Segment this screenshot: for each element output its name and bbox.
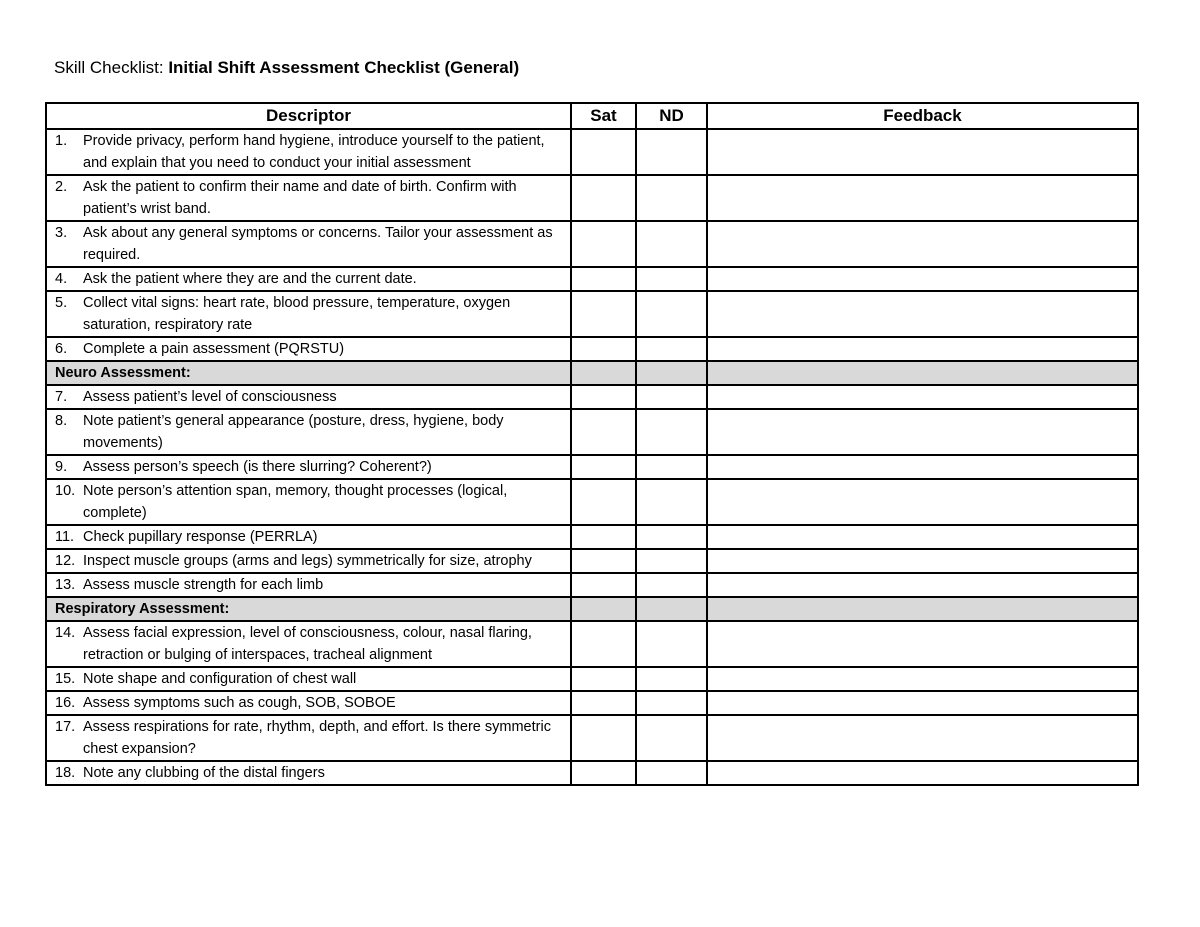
nd-cell[interactable] xyxy=(636,691,707,715)
item-text: Assess person’s speech (is there slurring? Coherent?) xyxy=(83,459,432,475)
item-text: Note shape and configuration of chest wall xyxy=(83,671,357,687)
item-text: Note patient’s general appearance (posture, dress, hygiene, body movements) xyxy=(83,413,504,451)
table-row xyxy=(46,667,1138,691)
table-row xyxy=(46,715,1138,761)
nd-cell xyxy=(636,361,707,385)
descriptor-cell xyxy=(46,549,571,573)
sat-cell[interactable] xyxy=(571,573,636,597)
descriptor-cell xyxy=(46,455,571,479)
page-title xyxy=(54,58,519,78)
nd-cell[interactable] xyxy=(636,337,707,361)
sat-cell[interactable] xyxy=(571,621,636,667)
item-number: 10. xyxy=(55,483,76,499)
item-text: Assess respirations for rate, rhythm, depth, and effort. Is there symmetric chest expansion? xyxy=(83,719,551,757)
item-number: 11. xyxy=(55,529,75,545)
table-row xyxy=(46,221,1138,267)
feedback-cell[interactable] xyxy=(707,573,1138,597)
descriptor-cell xyxy=(46,385,571,409)
sat-cell[interactable] xyxy=(571,337,636,361)
nd-cell[interactable] xyxy=(636,291,707,337)
table-row xyxy=(46,267,1138,291)
item-number: 8. xyxy=(55,413,68,429)
nd-cell[interactable] xyxy=(636,667,707,691)
item-text: Assess symptoms such as cough, SOB, SOBOE xyxy=(83,695,396,711)
sat-cell[interactable] xyxy=(571,761,636,785)
sat-cell xyxy=(571,361,636,385)
item-number: 6. xyxy=(55,341,68,357)
item-number: 15. xyxy=(55,671,76,687)
descriptor-cell xyxy=(46,621,571,667)
descriptor-cell xyxy=(46,479,571,525)
table-row xyxy=(46,573,1138,597)
nd-cell[interactable] xyxy=(636,573,707,597)
table-row xyxy=(46,337,1138,361)
item-text: Inspect muscle groups (arms and legs) symmetrically for size, atrophy xyxy=(83,553,532,569)
table-row xyxy=(46,621,1138,667)
item-number: 9. xyxy=(55,459,68,475)
descriptor-cell xyxy=(46,291,571,337)
item-number: 17. xyxy=(55,719,76,735)
title-prefix: Skill Checklist: xyxy=(54,58,164,77)
sat-cell[interactable] xyxy=(571,691,636,715)
descriptor-cell xyxy=(46,525,571,549)
feedback-cell xyxy=(707,361,1138,385)
nd-cell[interactable] xyxy=(636,221,707,267)
item-text: Note person’s attention span, memory, thought processes (logical, complete) xyxy=(83,483,508,521)
item-number: 16. xyxy=(55,695,76,711)
header-row xyxy=(46,103,1138,129)
title-main: Initial Shift Assessment Checklist (General) xyxy=(168,58,520,77)
item-number: 1. xyxy=(55,133,68,149)
sat-cell[interactable] xyxy=(571,291,636,337)
item-text: Complete a pain assessment (PQRSTU) xyxy=(83,341,345,357)
item-number: 18. xyxy=(55,765,76,781)
item-text: Provide privacy, perform hand hygiene, introduce yourself to the patient, and explain that you need to conduct your initial assessment xyxy=(83,133,545,171)
descriptor-cell xyxy=(46,409,571,455)
feedback-cell[interactable] xyxy=(707,129,1138,175)
item-number: 13. xyxy=(55,577,76,593)
feedback-header: Feedback xyxy=(707,103,1138,129)
section-row xyxy=(46,361,1138,385)
item-number: 7. xyxy=(55,389,68,405)
table-row xyxy=(46,385,1138,409)
feedback-cell[interactable] xyxy=(707,221,1138,267)
feedback-cell[interactable] xyxy=(707,691,1138,715)
descriptor-cell xyxy=(46,337,571,361)
feedback-cell[interactable] xyxy=(707,715,1138,761)
sat-cell[interactable] xyxy=(571,385,636,409)
table-row xyxy=(46,549,1138,573)
sat-cell[interactable] xyxy=(571,267,636,291)
table-row xyxy=(46,175,1138,221)
descriptor-cell xyxy=(46,129,571,175)
descriptor-cell xyxy=(46,573,571,597)
table-row xyxy=(46,525,1138,549)
item-number: 14. xyxy=(55,625,76,641)
descriptor-cell xyxy=(46,761,571,785)
item-text: Ask the patient where they are and the current date. xyxy=(83,271,417,287)
nd-cell[interactable] xyxy=(636,715,707,761)
sat-cell xyxy=(571,597,636,621)
feedback-cell[interactable] xyxy=(707,455,1138,479)
nd-cell[interactable] xyxy=(636,385,707,409)
feedback-cell[interactable] xyxy=(707,409,1138,455)
sat-cell[interactable] xyxy=(571,221,636,267)
item-text: Assess muscle strength for each limb xyxy=(83,577,324,593)
nd-cell[interactable] xyxy=(636,267,707,291)
descriptor-header: Descriptor xyxy=(46,103,571,129)
descriptor-cell xyxy=(46,175,571,221)
item-text: Assess patient’s level of consciousness xyxy=(83,389,337,405)
item-number: 3. xyxy=(55,225,68,241)
item-number: 4. xyxy=(55,271,68,287)
table-row xyxy=(46,129,1138,175)
sat-cell[interactable] xyxy=(571,409,636,455)
feedback-cell xyxy=(707,597,1138,621)
nd-cell[interactable] xyxy=(636,621,707,667)
feedback-cell[interactable] xyxy=(707,667,1138,691)
feedback-cell[interactable] xyxy=(707,479,1138,525)
feedback-cell[interactable] xyxy=(707,175,1138,221)
item-number: 5. xyxy=(55,295,68,311)
table-row xyxy=(46,479,1138,525)
feedback-cell[interactable] xyxy=(707,385,1138,409)
table-row xyxy=(46,691,1138,715)
feedback-cell[interactable] xyxy=(707,549,1138,573)
sat-cell[interactable] xyxy=(571,479,636,525)
sat-cell[interactable] xyxy=(571,715,636,761)
item-text: Note any clubbing of the distal fingers xyxy=(83,765,325,781)
feedback-cell[interactable] xyxy=(707,337,1138,361)
feedback-cell[interactable] xyxy=(707,621,1138,667)
item-text: Ask about any general symptoms or concerns. Tailor your assessment as required. xyxy=(83,225,553,263)
nd-cell[interactable] xyxy=(636,761,707,785)
sat-cell[interactable] xyxy=(571,175,636,221)
checklist-table xyxy=(45,102,1139,786)
nd-cell xyxy=(636,597,707,621)
descriptor-cell xyxy=(46,667,571,691)
sat-cell[interactable] xyxy=(571,455,636,479)
section-row xyxy=(46,597,1138,621)
feedback-cell[interactable] xyxy=(707,525,1138,549)
nd-header: ND xyxy=(636,103,707,129)
nd-cell[interactable] xyxy=(636,549,707,573)
item-text: Check pupillary response (PERRLA) xyxy=(83,529,318,545)
descriptor-cell xyxy=(46,221,571,267)
sat-cell[interactable] xyxy=(571,129,636,175)
descriptor-cell xyxy=(46,715,571,761)
feedback-cell[interactable] xyxy=(707,291,1138,337)
table-row xyxy=(46,409,1138,455)
sat-cell[interactable] xyxy=(571,525,636,549)
nd-cell[interactable] xyxy=(636,175,707,221)
table-row xyxy=(46,291,1138,337)
sat-header: Sat xyxy=(571,103,636,129)
sat-cell[interactable] xyxy=(571,549,636,573)
nd-cell[interactable] xyxy=(636,525,707,549)
table-row xyxy=(46,761,1138,785)
table-row xyxy=(46,455,1138,479)
sat-cell[interactable] xyxy=(571,667,636,691)
item-number: 12. xyxy=(55,553,76,569)
item-text: Assess facial expression, level of consciousness, colour, nasal flaring, retraction or bulging of interspaces, tracheal alignment xyxy=(83,625,532,663)
descriptor-cell xyxy=(46,267,571,291)
item-number: 2. xyxy=(55,179,68,195)
nd-cell[interactable] xyxy=(636,479,707,525)
nd-cell[interactable] xyxy=(636,129,707,175)
feedback-cell[interactable] xyxy=(707,761,1138,785)
item-text: Ask the patient to confirm their name and date of birth. Confirm with patient’s wrist band. xyxy=(83,179,517,217)
item-text: Collect vital signs: heart rate, blood pressure, temperature, oxygen saturation, respiratory rate xyxy=(83,295,511,333)
section-heading: Neuro Assessment: xyxy=(46,361,571,385)
descriptor-cell xyxy=(46,691,571,715)
nd-cell[interactable] xyxy=(636,409,707,455)
section-heading: Respiratory Assessment: xyxy=(46,597,571,621)
nd-cell[interactable] xyxy=(636,455,707,479)
feedback-cell[interactable] xyxy=(707,267,1138,291)
